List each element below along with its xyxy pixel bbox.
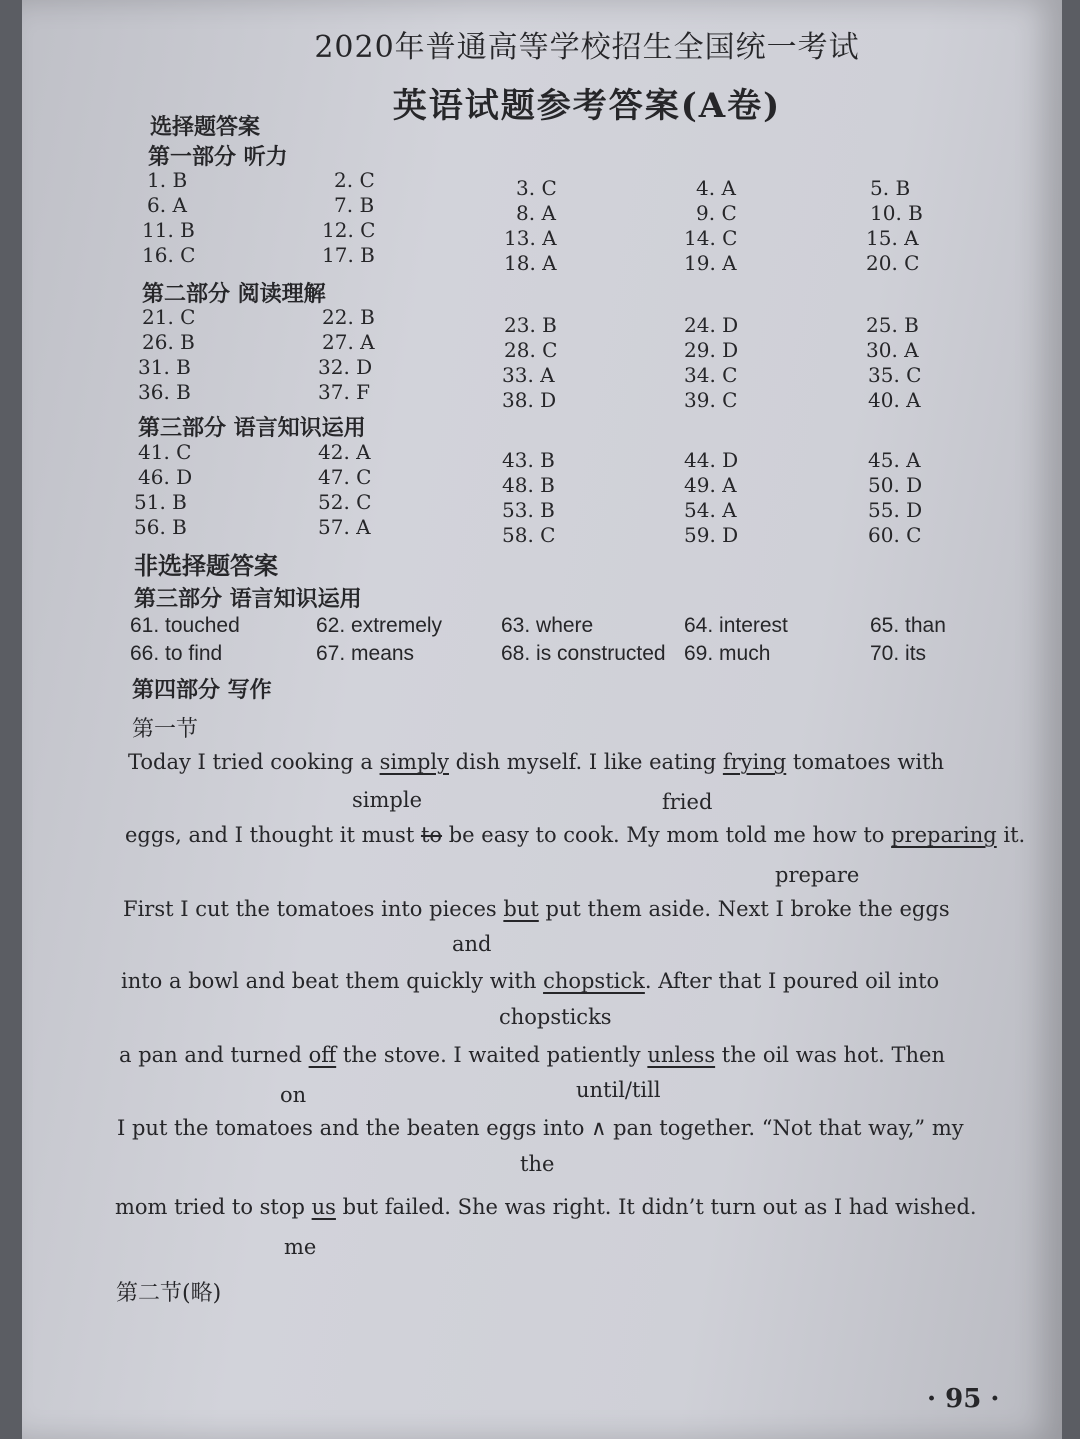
error-word: but: [503, 897, 539, 921]
essay-line-7: mom tried to stop us but failed. She was right. It didn’t turn out as I had wished.: [115, 1195, 977, 1219]
part3-heading: 第三部分 语言知识运用: [138, 415, 366, 441]
answer-item: 26. B: [142, 330, 195, 354]
answer-item: 58. C: [502, 523, 556, 547]
essay-line-4: into a bowl and beat them quickly with chopstick. After that I poured oil into: [121, 969, 940, 993]
answer-item: 39. C: [684, 388, 738, 412]
correction: chopsticks: [499, 1005, 612, 1029]
answer-item: 35. C: [868, 363, 922, 387]
answer-key-title: 英语试题参考答案(A卷): [392, 86, 782, 126]
part4-heading: 第四部分 写作: [132, 677, 272, 703]
answer-item: 52. C: [318, 490, 372, 514]
correction: on: [280, 1083, 307, 1107]
choice-answers-heading: 选择题答案: [150, 114, 261, 140]
error-word: simply: [379, 750, 449, 774]
answer-item: 5. B: [870, 176, 911, 200]
section1-heading: 第一节: [132, 717, 199, 742]
fill-answer-item: 61. touched: [130, 614, 240, 637]
nonchoice-answers-heading: 非选择题答案: [134, 551, 278, 580]
fill-answer-item: 68. is constructed: [501, 642, 666, 665]
correction: prepare: [775, 863, 860, 887]
exam-title: 2020年普通高等学校招生全国统一考试: [314, 30, 860, 65]
correction: simple: [352, 788, 422, 812]
error-word: frying: [722, 750, 787, 774]
answer-item: 10. B: [870, 201, 923, 225]
answer-item: 16. C: [142, 243, 196, 267]
error-word: us: [311, 1195, 336, 1219]
answer-item: 17. B: [322, 243, 375, 267]
answer-item: 50. D: [868, 473, 923, 497]
answer-item: 6. A: [147, 193, 187, 217]
answer-item: 4. A: [696, 176, 736, 200]
fill-answer-item: 66. to find: [130, 642, 223, 665]
answer-item: 59. D: [684, 523, 739, 547]
fill-answer-item: 65. than: [870, 614, 946, 637]
answer-item: 32. D: [318, 355, 373, 379]
answer-item: 31. B: [138, 355, 191, 379]
error-word: unless: [647, 1043, 716, 1067]
part2-heading: 第二部分 阅读理解: [142, 281, 326, 307]
essay-line-1: Today I tried cooking a simply dish myself. I like eating frying tomatoes with: [128, 750, 945, 774]
insertion-mark: ∧: [591, 1116, 607, 1140]
fill-answer-item: 63. where: [501, 614, 594, 637]
answer-item: 11. B: [142, 218, 195, 242]
answer-item: 25. B: [866, 313, 919, 337]
part3b-heading: 第三部分 语言知识运用: [134, 586, 362, 612]
answer-item: 57. A: [318, 515, 371, 539]
answer-item: 44. D: [684, 448, 739, 472]
answer-item: 43. B: [502, 448, 555, 472]
answer-item: 18. A: [504, 251, 557, 275]
fill-answer-item: 70. its: [870, 642, 927, 665]
answer-item: 27. A: [322, 330, 375, 354]
answer-sheet-page: [22, 0, 1062, 1439]
answer-item: 34. C: [684, 363, 738, 387]
answer-item: 42. A: [318, 440, 371, 464]
essay-line-5: a pan and turned off the stove. I waited patiently unless the oil was hot. Then: [119, 1043, 945, 1067]
answer-item: 47. C: [318, 465, 372, 489]
answer-item: 30. A: [866, 338, 919, 362]
answer-item: 8. A: [516, 201, 556, 225]
answer-item: 40. A: [868, 388, 921, 412]
fill-answer-item: 62. extremely: [316, 614, 443, 637]
answer-item: 21. C: [142, 305, 196, 329]
error-word: off: [308, 1043, 337, 1067]
answer-item: 38. D: [502, 388, 557, 412]
answer-item: 24. D: [684, 313, 739, 337]
answer-item: 49. A: [684, 473, 737, 497]
essay-line-2: eggs, and I thought it must to be easy to cook. My mom told me how to preparing it.: [125, 823, 1026, 847]
answer-item: 56. B: [134, 515, 187, 539]
answer-item: 23. B: [504, 313, 557, 337]
correction: and: [452, 932, 492, 956]
error-word: chopstick: [543, 969, 645, 993]
correction: me: [284, 1235, 317, 1259]
fill-answer-item: 67. means: [316, 642, 415, 665]
error-word: preparing: [891, 823, 997, 847]
fill-answer-item: 64. interest: [684, 614, 788, 637]
answer-item: 22. B: [322, 305, 375, 329]
answer-item: 3. C: [516, 176, 557, 200]
essay-line-3: First I cut the tomatoes into pieces but put them aside. Next I broke the eggs: [123, 897, 950, 921]
deleted-word: to: [420, 823, 443, 847]
correction: until/till: [576, 1078, 661, 1102]
answer-item: 20. C: [866, 251, 920, 275]
essay-line-6: I put the tomatoes and the beaten eggs into ∧ pan together. “Not that way,” my: [117, 1116, 964, 1140]
part1-heading: 第一部分 听力: [148, 144, 288, 170]
answer-item: 48. B: [502, 473, 555, 497]
answer-item: 14. C: [684, 226, 738, 250]
page-number: · 95 ·: [927, 1384, 1000, 1414]
answer-item: 51. B: [134, 490, 187, 514]
answer-item: 46. D: [138, 465, 193, 489]
answer-item: 37. F: [318, 380, 371, 404]
answer-item: 13. A: [504, 226, 557, 250]
answer-item: 41. C: [138, 440, 192, 464]
answer-item: 28. C: [504, 338, 558, 362]
correction: fried: [662, 790, 713, 814]
answer-item: 45. A: [868, 448, 921, 472]
answer-item: 9. C: [696, 201, 737, 225]
correction: the: [520, 1152, 555, 1176]
section2-heading: 第二节(略): [116, 1281, 222, 1306]
fill-answer-item: 69. much: [684, 642, 771, 665]
answer-item: 1. B: [147, 168, 188, 192]
answer-item: 12. C: [322, 218, 376, 242]
answer-item: 19. A: [684, 251, 737, 275]
answer-item: 7. B: [334, 193, 375, 217]
answer-item: 54. A: [684, 498, 737, 522]
answer-item: 2. C: [334, 168, 375, 192]
answer-item: 29. D: [684, 338, 739, 362]
answer-item: 60. C: [868, 523, 922, 547]
answer-item: 33. A: [502, 363, 555, 387]
answer-item: 55. D: [868, 498, 923, 522]
answer-item: 53. B: [502, 498, 555, 522]
answer-item: 15. A: [866, 226, 919, 250]
answer-item: 36. B: [138, 380, 191, 404]
